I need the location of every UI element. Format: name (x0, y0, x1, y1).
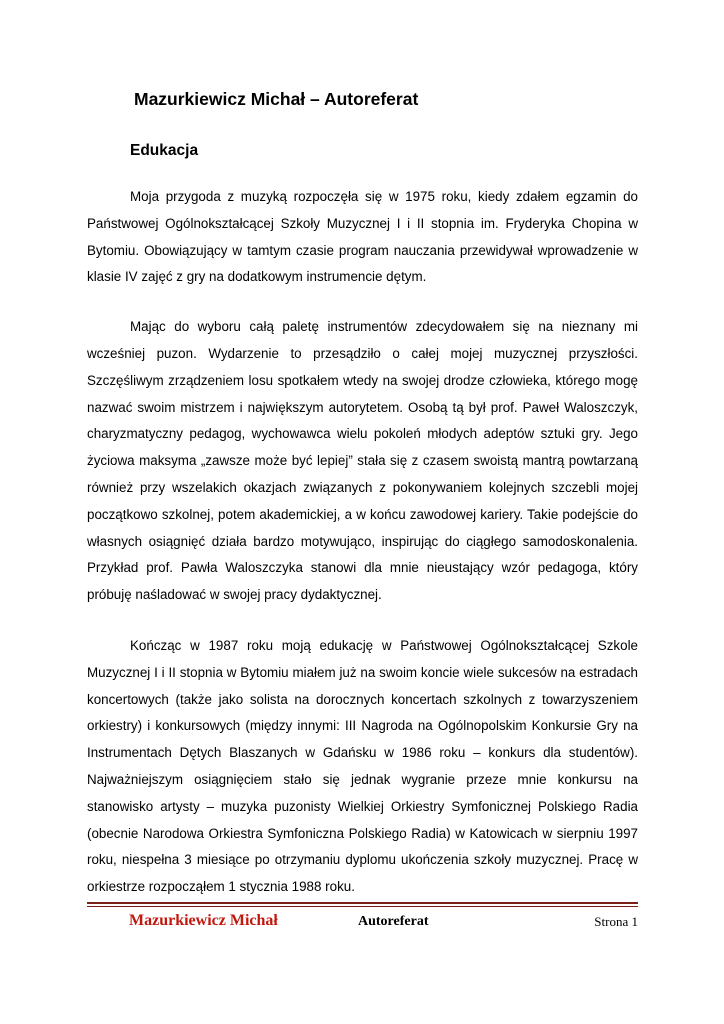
page-footer (87, 910, 638, 932)
footer-author: Mazurkiewicz Michał (129, 912, 278, 929)
footer-rule-thin (87, 906, 638, 907)
document-title: Mazurkiewicz Michał – Autoreferat (134, 89, 419, 109)
section-heading-education: Edukacja (130, 142, 199, 159)
paragraph-1: Moja przygoda z muzyką rozpoczęła się w 1975 roku, kiedy zdałem egzamin do Państwowej Ogólnokształcącej Szkoły Muzycznej I i II stopnia im. Fryderyka Chopina w Bytomiu. Obowiązujący w tamtym czasie program nauczania przewidywał wprowadzenie w klasie IV zajęć z gry na dodatkowym instrumencie dętym. (87, 189, 638, 285)
footer-page-number: Strona 1 (594, 914, 638, 929)
paragraph-3: Kończąc w 1987 roku moją edukację w Państwowej Ogólnokształcącej Szkole Muzycznej I i II stopnia w Bytomiu miałem już na swoim koncie wiele sukcesów na estradach koncertowych (także jako solista na dorocznych koncertach szkolnych z towarzyszeniem orkiestry) i konkursowych (między innymi: III Nagroda na Ogólnopolskim Konkursie Gry na Instrumentach Dętych Blaszanych w Gdańsku w 1986 roku – konkurs dla studentów). Najważniejszym osiągnięciem stało się jednak wygranie przeze mnie konkursu na stanowisko artysty – muzyka puzonisty Wielkiej Orkiestry Symfonicznej Polskiego Radia (obecnie Narodowa Orkiestra Symfoniczna Polskiego Radia) w Katowicach w sierpniu 1997 roku, niespełna 3 miesiące po otrzymaniu dyplomu ukończenia szkoły muzycznej. Pracę w orkiestrze rozpocząłem 1 stycznia 1988 roku. (87, 637, 638, 895)
paragraph-2: Mając do wyboru całą paletę instrumentów zdecydowałem się na nieznany mi wcześniej puzon. Wydarzenie to przesądziło o całej mojej muzycznej przyszłości. Szczęśliwym zrządzeniem losu spotkałem wtedy na swojej drodze człowieka, którego mogę nazwać swoim mistrzem i największym autorytetem. Osobą tą był prof. Paweł Waloszczyk, charyzmatyczny pedagog, wychowawca wielu pokoleń młodych adeptów sztuki gry. Jego życiowa maksyma „zawsze może być lepiej” stała się z czasem swoistą mantrą powtarzaną również przy wszelakich okazjach związanych z pokonywaniem kolejnych szczebli mojej początkowo szkolnej, potem akademickiej, a w końcu zawodowej kariery. Takie podejście do własnych osiągnięć działa bardzo motywująco, inspirując do ciągłego samodoskonalenia. Przykład prof. Pawła Waloszczyka stanowi dla mnie nieustający wzór pedagoga, który próbuję naśladować w swojej pracy dydaktycznej. (87, 319, 638, 603)
footer-document-name: Autoreferat (358, 914, 429, 929)
footer-rule-thick (87, 902, 638, 904)
body-text (87, 184, 638, 924)
